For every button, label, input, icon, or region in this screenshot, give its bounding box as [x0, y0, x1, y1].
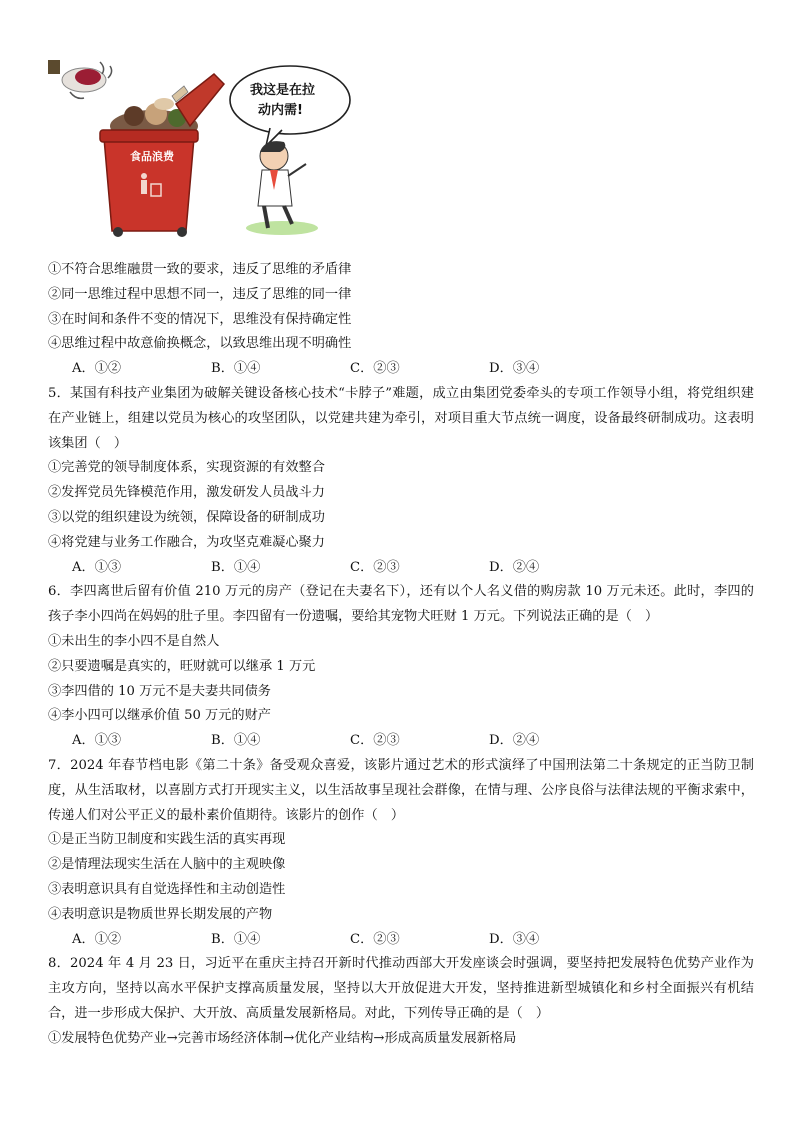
q6-option-a[interactable]: A．①③: [72, 733, 122, 749]
q4-option-d[interactable]: D．③④: [489, 361, 540, 377]
q7-option-d[interactable]: D．③④: [489, 931, 540, 947]
speech-bubble: [230, 66, 350, 134]
speech-line-1: 我这是在拉: [250, 83, 316, 98]
q7-item-2: ②是情理法现实生活在人脑中的主观映像: [48, 857, 286, 873]
q6-item-1: ①未出生的李小四不是自然人: [48, 633, 220, 649]
q7-item-1: ①是正当防卫制度和实践生活的真实再现: [48, 832, 286, 848]
q4-item-1: ①不符合思维融贯一致的要求，违反了思维的矛盾律: [48, 262, 352, 277]
q6-option-c[interactable]: C．②③: [350, 733, 400, 749]
bin-label: 食品浪费: [130, 150, 174, 163]
q4-item-2: ②同一思维过程中思想不同一，违反了思维的同一律: [48, 286, 352, 302]
q5-option-c[interactable]: C．②③: [350, 559, 400, 575]
q7-item-4: ④表明意识是物质世界长期发展的产物: [48, 906, 273, 922]
man-figure-icon: [246, 141, 318, 235]
q6-options: [48, 729, 754, 754]
q5-item-4: ④将党建与业务工作融合，为攻坚克难凝心聚力: [48, 534, 325, 550]
flying-food-icon: [62, 62, 112, 98]
q6-option-d[interactable]: D．②④: [489, 733, 540, 749]
q4-option-b[interactable]: B．①④: [211, 361, 261, 377]
q5-item-2: ②发挥党员先锋模范作用，激发研发人员战斗力: [48, 485, 325, 501]
q5-option-a[interactable]: A．①③: [72, 559, 122, 575]
q5-option-d[interactable]: D．②④: [489, 559, 540, 575]
corner-mark: [48, 60, 60, 74]
q5-option-b[interactable]: B．①④: [211, 559, 261, 575]
q6-option-b[interactable]: B．①④: [211, 733, 261, 749]
cartoon-illustration: [44, 56, 374, 241]
q5-options: [48, 556, 754, 581]
q4-option-a[interactable]: A．①②: [72, 361, 122, 377]
q7-options: [48, 928, 754, 953]
q7-item-3: ③表明意识具有自觉选择性和主动创造性: [48, 881, 286, 897]
speech-line-2: 动内需!: [258, 103, 303, 118]
q8-item-1: ①发展特色优势产业→完善市场经济体制→优化产业结构→形成高质量发展新格局: [48, 1030, 517, 1046]
q7-stem: 7．2024 年春节档电影《第二十条》备受观众喜爱，该影片通过艺术的形式演绎了中国刑法第二十条规定的正当防卫制度，从生活取材，以喜剧方式打开现实主义，以生活故事呈现社会群像，在情与理、公序良俗与法律法规的平衡求索中，传递人们对公平正义的最朴素价值期待。该影片的创作（ ）: [48, 757, 754, 823]
q7-option-c[interactable]: C．②③: [350, 931, 400, 947]
q6-item-3: ③李四借的 10 万元不是夫妻共同债务: [48, 683, 271, 699]
q4-item-3: ③在时间和条件不变的情况下，思维没有保持确定性: [48, 311, 352, 327]
question-content: [48, 258, 754, 1052]
q8-stem: 8．2024 年 4 月 23 日，习近平在重庆主持召开新时代推动西部大开发座谈会时强调，要坚持把发展特色优势产业作为主攻方向，坚持以高水平保护支撑高质量发展，坚持以大开放促进大开发，坚持推进新型城镇化和乡村全面振兴有机结合，进一步形成大保护、大开放、高质量发展新格局。对此，下列传导正确的是（ ）: [48, 956, 754, 1021]
q6-item-2: ②只要遗嘱是真实的，旺财就可以继承 1 万元: [48, 658, 316, 674]
q6-item-4: ④李小四可以继承价值 50 万元的财产: [48, 708, 271, 724]
q5-item-1: ①完善党的领导制度体系，实现资源的有效整合: [48, 460, 325, 476]
q4-option-c[interactable]: C．②③: [350, 361, 400, 377]
q7-option-b[interactable]: B．①④: [211, 931, 261, 947]
q7-option-a[interactable]: A．①②: [72, 931, 122, 947]
q4-options: [48, 357, 754, 382]
q4-item-4: ④思维过程中故意偷换概念，以致思维出现不明确性: [48, 336, 352, 352]
q6-stem: 6．李四离世后留有价值 210 万元的房产（登记在夫妻名下），还有以个人名义借的购房款 10 万元未还。此时，李四的孩子李小四尚在妈妈的肚子里。李四留有一份遗嘱，要给其宠物犬旺财 1 万元。下列说法正确的是（ ）: [48, 584, 754, 625]
q5-item-3: ③以党的组织建设为统领，保障设备的研制成功: [48, 509, 325, 525]
q5-stem: 5．某国有科技产业集团为破解关键设备核心技术“卡脖子”难题，成立由集团党委牵头的专项工作领导小组，将党组织建在产业链上，组建以党员为核心的攻坚团队，以党建共建为牵引，对项目重大节点统一调度，设备最终研制成功。这表明该集团（ ）: [48, 385, 754, 451]
